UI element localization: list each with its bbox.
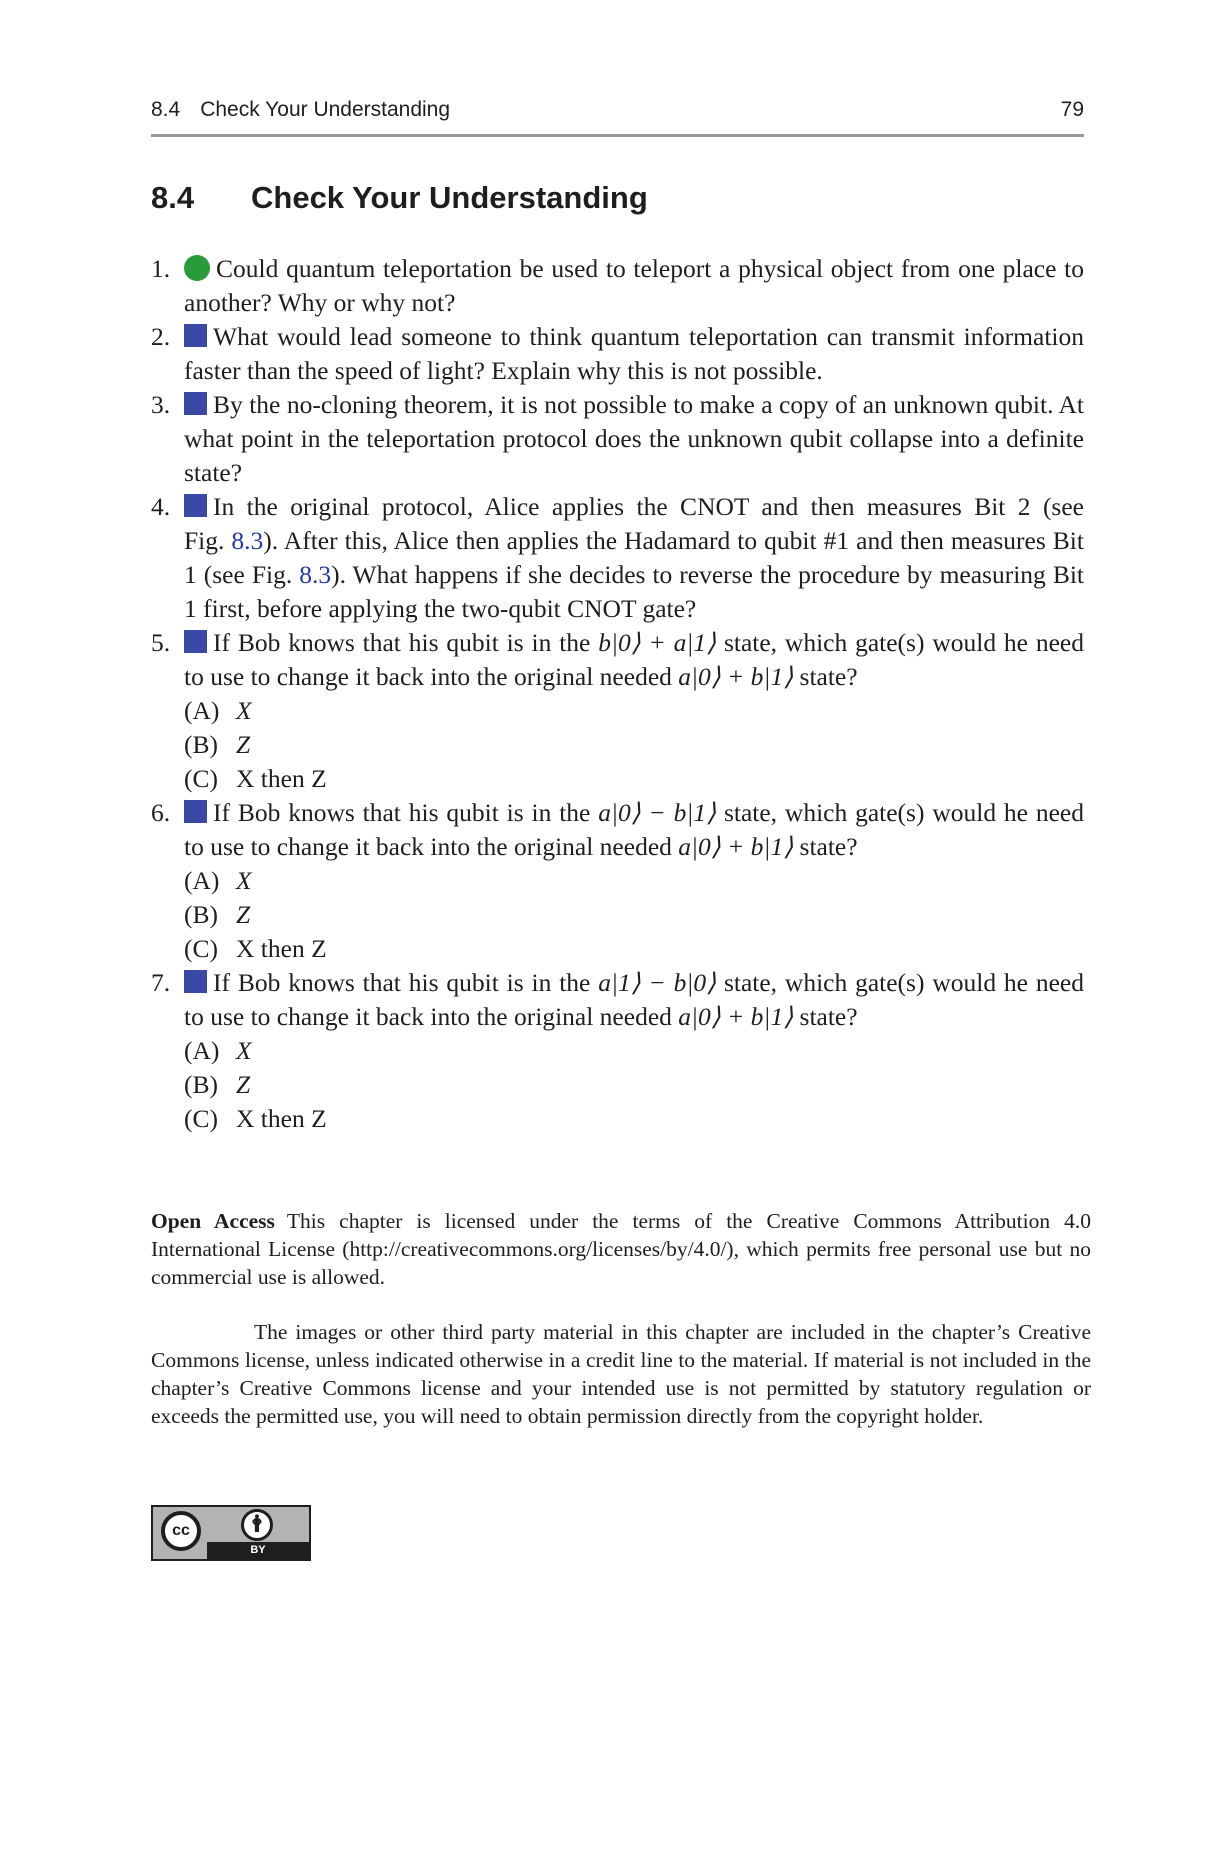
question-text: If Bob knows that his qubit is in the [213,798,599,827]
blue-square-difficulty-icon [184,800,207,823]
open-access-license [151,1207,1091,1457]
question-text: state, which gate(s) would he need to use to change it back into the original needed [184,628,1084,691]
answer-option [184,932,1084,966]
blue-square-difficulty-icon [184,970,207,993]
option-value: X [236,866,252,895]
question-4 [151,490,1084,626]
option-value: X then Z [236,1104,327,1133]
answer-option [184,898,1084,932]
option-label: (A) [184,866,220,895]
section-title: Check Your Understanding [251,180,648,215]
option-value: X then Z [236,934,327,963]
answer-option [184,1068,1084,1102]
target-state: a|0⟩ + b|1⟩ [678,662,794,691]
option-value: Z [236,900,251,929]
question-number: 2. [151,322,171,351]
question-text: ). After this, Alice then applies the Hadamard to qubit #1 and then measures Bit 1 (see Fig. [184,526,1084,589]
license-paragraph [151,1207,1091,1291]
answer-options [184,1034,1084,1136]
question-number: 3. [151,390,171,419]
option-value: X [236,696,252,725]
option-value: Z [236,1070,251,1099]
question-number: 4. [151,492,171,521]
question-2 [151,320,1084,388]
section-number: 8.4 [151,180,195,215]
target-state: a|0⟩ + b|1⟩ [678,832,794,861]
question-3 [151,388,1084,490]
section-heading [151,180,648,216]
question-7 [151,966,1084,1136]
attribution-person-icon: 🛉 [241,1509,273,1541]
creative-commons-icon: cc [161,1511,201,1551]
blue-square-difficulty-icon [184,494,207,517]
option-label: (B) [184,1070,218,1099]
question-number: 6. [151,798,171,827]
question-text: ). What happens if she decides to reverse the procedure by measuring Bit 1 first, before applying the two-qubit CNOT gate? [184,560,1084,623]
answer-option [184,1102,1084,1136]
question-text: state? [793,1002,858,1031]
option-label: (A) [184,696,220,725]
question-5 [151,626,1084,796]
answer-option [184,728,1084,762]
running-head-title [151,98,450,122]
cc-by-license-badge[interactable] [151,1505,311,1561]
question-number: 1. [151,254,171,283]
question-text: state? [793,832,858,861]
blue-square-difficulty-icon [184,392,207,415]
question-text: In the original protocol, Alice applies the CNOT and then measures Bit 2 (see Fig. [184,492,1084,555]
question-text: What would lead someone to think quantum teleportation can transmit information faster than the speed of light? Explain why this is not possible. [184,322,1084,385]
license-text: This chapter is licensed under the terms of the Creative Commons Attribution 4.0 International License (http://creativecommons.org/licenses/by/4.0/), which permits free personal use but no commercial use is allowed. [151,1209,1091,1289]
option-label: (B) [184,730,218,759]
question-1 [151,252,1084,320]
option-value: X [236,1036,252,1065]
running-head [151,98,1084,122]
answer-option [184,864,1084,898]
question-text: Could quantum teleportation be used to teleport a physical object from one place to another? Why or why not? [184,254,1084,317]
question-list [151,252,1084,1136]
qubit-state: a|0⟩ − b|1⟩ [598,798,717,827]
open-access-heading: Open Access [151,1209,275,1233]
question-text: state, which gate(s) would he need to use to change it back into the original needed [184,968,1084,1031]
answer-option [184,762,1084,796]
question-text: If Bob knows that his qubit is in the [213,968,599,997]
green-circle-difficulty-icon [184,255,210,281]
option-label: (C) [184,764,218,793]
question-text: state, which gate(s) would he need to use to change it back into the original needed [184,798,1084,861]
figure-link[interactable]: 8.3 [231,526,264,555]
qubit-state: b|0⟩ + a|1⟩ [598,628,717,657]
option-label: (B) [184,900,218,929]
answer-option [184,1034,1084,1068]
page-number: 79 [1060,98,1084,121]
running-head-section-number: 8.4 [151,98,181,121]
question-text: If Bob knows that his qubit is in the [213,628,599,657]
header-rule [151,134,1084,137]
by-label: BY [207,1542,309,1559]
option-label: (C) [184,934,218,963]
option-value: Z [236,730,251,759]
option-value: X then Z [236,764,327,793]
question-text: By the no-cloning theorem, it is not possible to make a copy of an unknown qubit. At what point in the teleportation protocol does the unknown qubit collapse into a definite state? [184,390,1084,487]
blue-square-difficulty-icon [184,630,207,653]
figure-link[interactable]: 8.3 [299,560,332,589]
target-state: a|0⟩ + b|1⟩ [678,1002,794,1031]
answer-options [184,694,1084,796]
question-number: 5. [151,628,171,657]
question-text: state? [793,662,858,691]
option-label: (C) [184,1104,218,1133]
running-head-section-title: Check Your Understanding [200,98,451,121]
answer-option [184,694,1084,728]
qubit-state: a|1⟩ − b|0⟩ [598,968,717,997]
question-number: 7. [151,968,171,997]
blue-square-difficulty-icon [184,324,207,347]
question-6 [151,796,1084,966]
license-paragraph: The images or other third party material in this chapter are included in the chapter’s Creative Commons license, unless indicated otherwise in a credit line to the material. If material is not included in the chapter’s Creative Commons license and your intended use is not permitted by statutory regulation or exceeds the permitted use, you will need to obtain permission directly from the copyright holder. [151,1320,1091,1428]
option-label: (A) [184,1036,220,1065]
answer-options [184,864,1084,966]
